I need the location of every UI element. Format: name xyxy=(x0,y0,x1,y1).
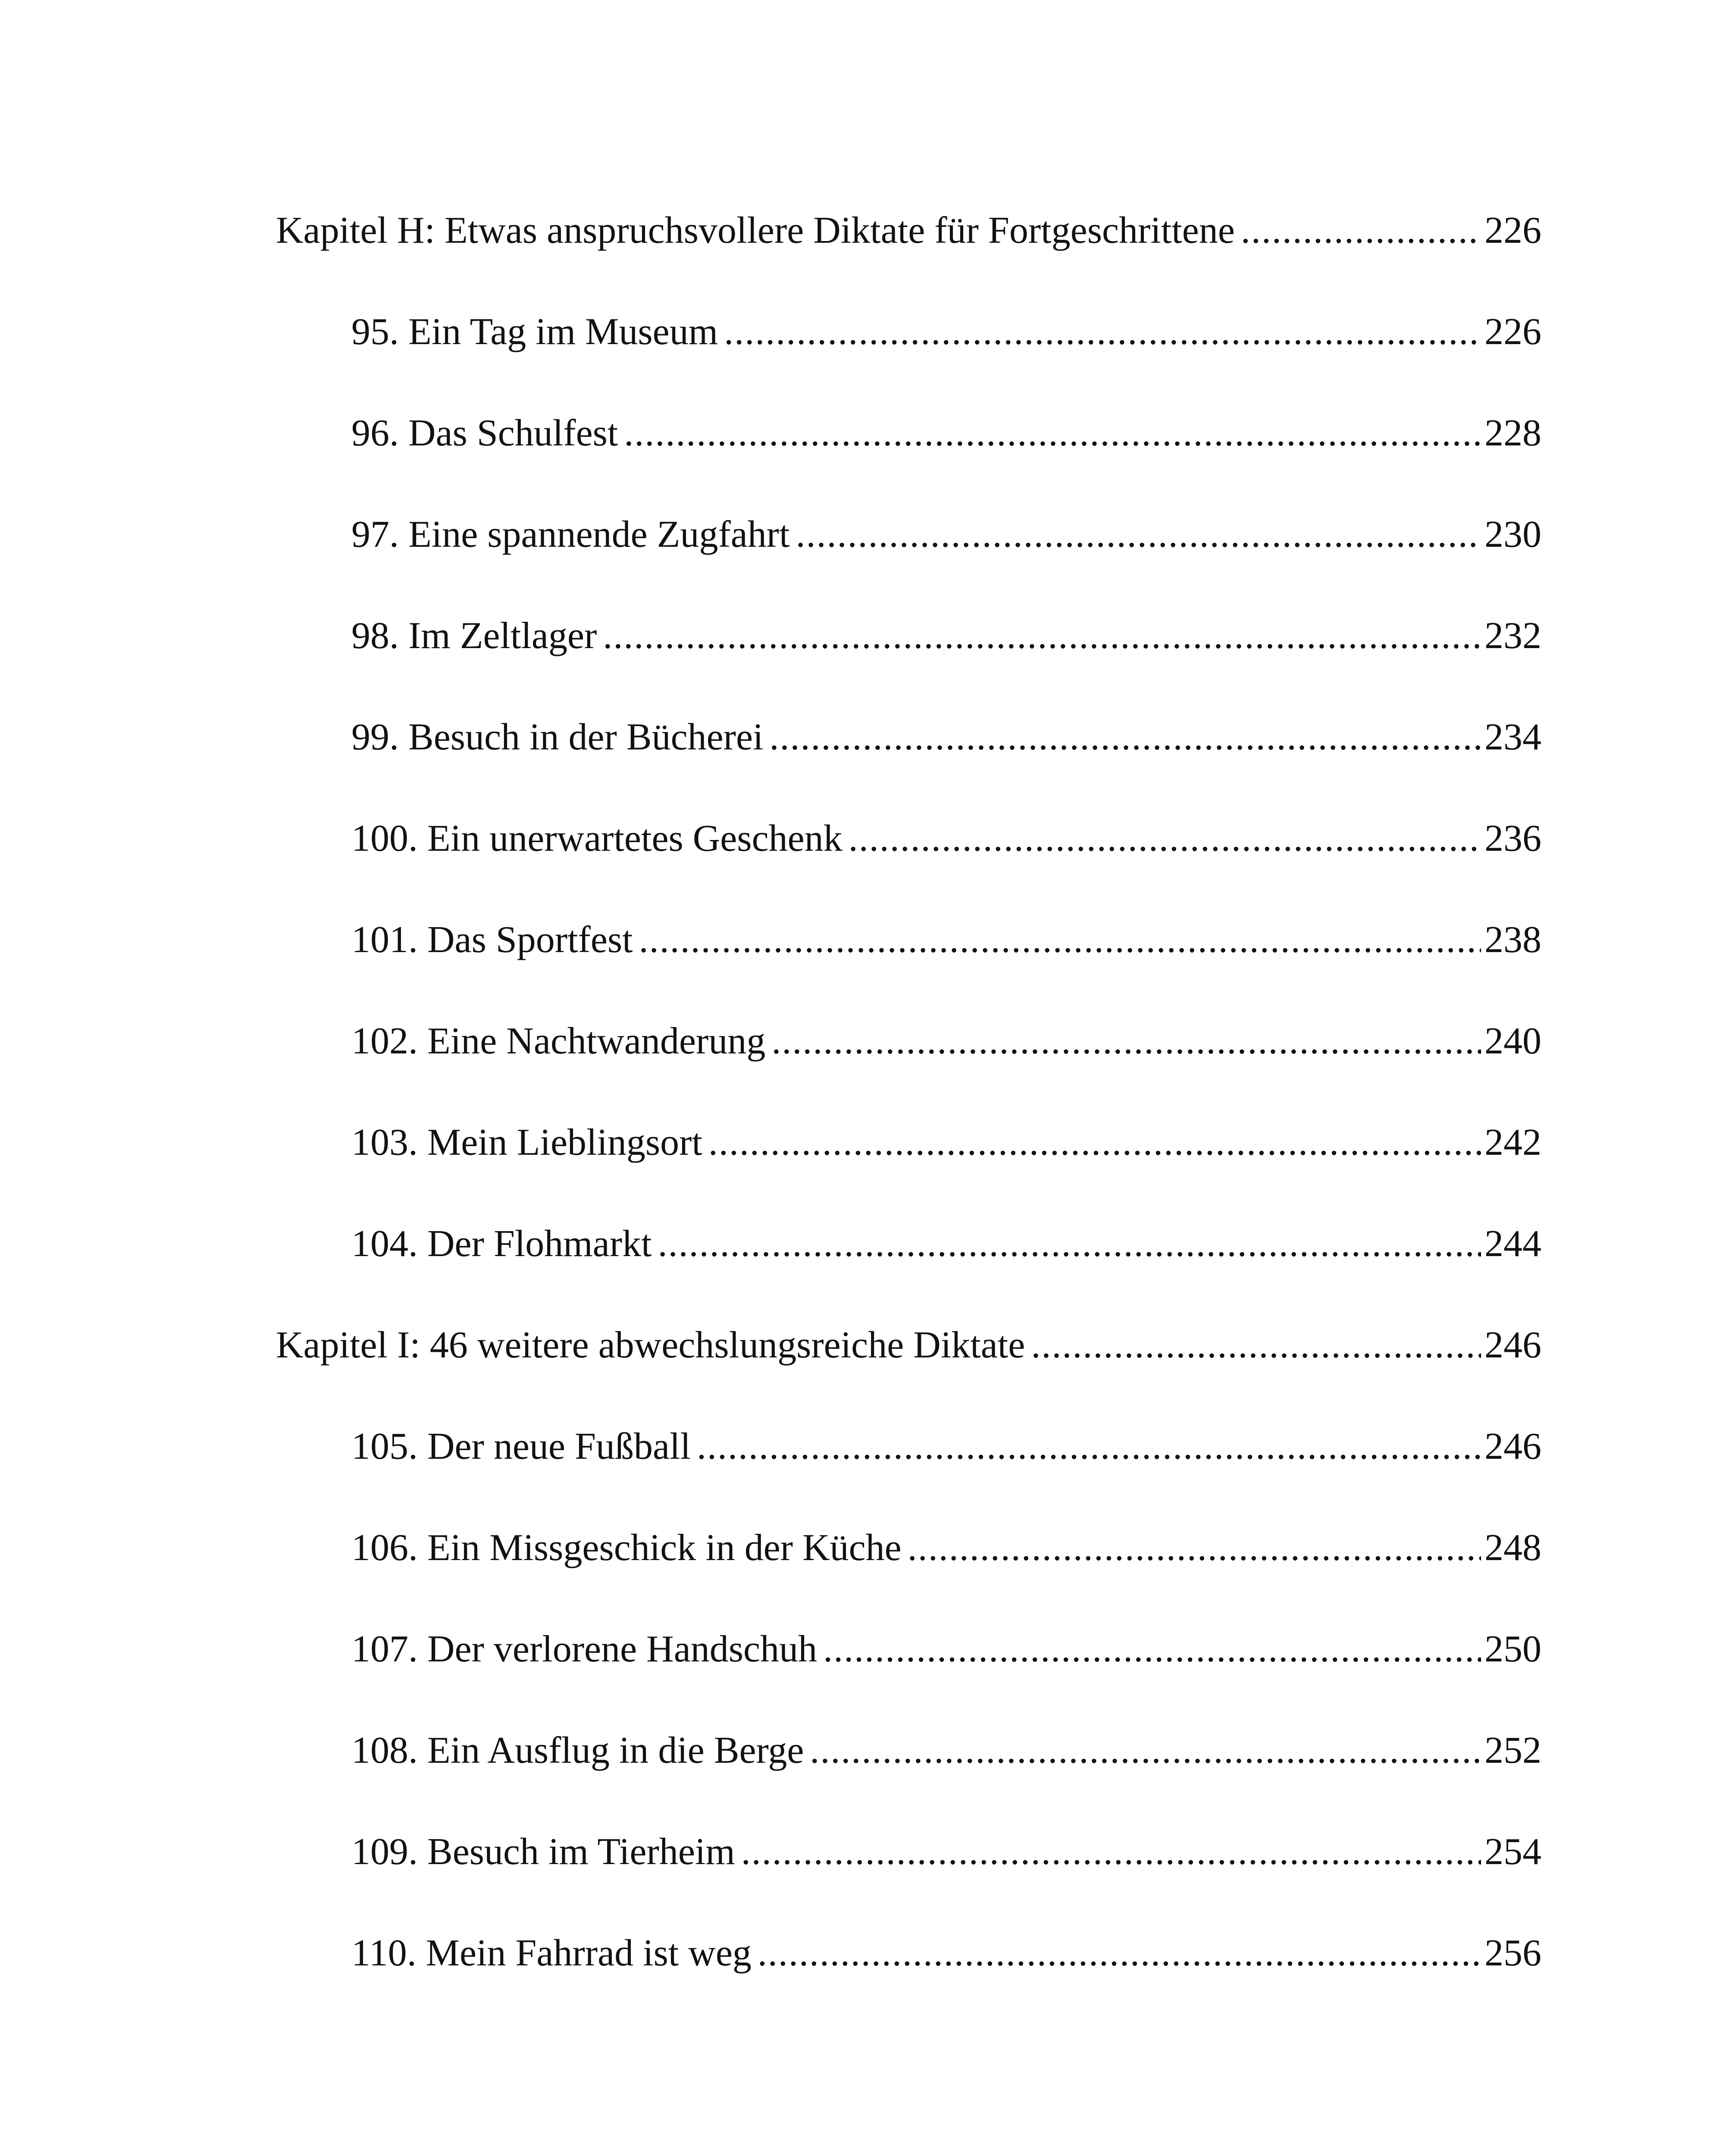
toc-entry-title: 97. Eine spannende Zugfahrt xyxy=(351,514,790,555)
toc-page-number: 232 xyxy=(1485,615,1541,657)
toc-entry-108[interactable] xyxy=(351,1720,1541,1781)
toc-entry-95[interactable] xyxy=(351,302,1541,362)
dot-leader xyxy=(771,1011,1481,1072)
toc-entry-98[interactable] xyxy=(351,606,1541,666)
dot-leader xyxy=(908,1518,1481,1578)
toc-page-number: 240 xyxy=(1485,1020,1541,1062)
toc-entry-104[interactable] xyxy=(351,1214,1541,1274)
toc-entry-title: 110. Mein Fahrrad ist weg xyxy=(351,1932,752,1974)
toc-page-number: 238 xyxy=(1485,919,1541,961)
toc-entry-title: 101. Das Sportfest xyxy=(351,919,633,961)
dot-leader xyxy=(639,910,1481,970)
toc-chapter-i[interactable] xyxy=(276,1315,1541,1376)
dot-leader xyxy=(624,403,1481,464)
dot-leader xyxy=(1241,201,1481,261)
toc-page-number: 246 xyxy=(1485,1426,1541,1467)
toc-page-number: 244 xyxy=(1485,1223,1541,1265)
dot-leader xyxy=(810,1720,1481,1781)
toc-entry-title: 108. Ein Ausflug in die Berge xyxy=(351,1730,804,1771)
toc-page-number: 256 xyxy=(1485,1932,1541,1974)
dot-leader xyxy=(724,302,1481,362)
dot-leader xyxy=(603,606,1481,666)
toc-entry-title: 106. Ein Missgeschick in der Küche xyxy=(351,1527,902,1569)
toc-chapter-h[interactable] xyxy=(276,201,1541,261)
dot-leader xyxy=(741,1822,1481,1882)
dot-leader xyxy=(849,808,1481,869)
toc-page-number: 254 xyxy=(1485,1831,1541,1873)
toc-entry-title: 100. Ein unerwartetes Geschenk xyxy=(351,818,843,859)
toc-entry-97[interactable] xyxy=(351,505,1541,565)
toc-entry-title: 104. Der Flohmarkt xyxy=(351,1223,652,1265)
toc-page-number: 226 xyxy=(1485,210,1541,251)
toc-entry-110[interactable] xyxy=(351,1923,1541,1984)
dot-leader xyxy=(658,1214,1481,1274)
toc-page-number: 228 xyxy=(1485,412,1541,454)
toc-entry-title: 102. Eine Nachtwanderung xyxy=(351,1020,766,1062)
dot-leader xyxy=(758,1923,1481,1984)
dot-leader xyxy=(770,707,1481,768)
toc-page-number: 246 xyxy=(1485,1324,1541,1366)
toc-entry-title: 95. Ein Tag im Museum xyxy=(351,311,718,353)
toc-page-number: 226 xyxy=(1485,311,1541,353)
toc-entry-title: 103. Mein Lieblingsort xyxy=(351,1122,702,1163)
toc-entry-title: Kapitel I: 46 weitere abwechslungsreiche Diktate xyxy=(276,1324,1025,1366)
toc-entry-99[interactable] xyxy=(351,707,1541,768)
toc-entry-96[interactable] xyxy=(351,403,1541,464)
toc-page-number: 252 xyxy=(1485,1730,1541,1771)
toc-entry-101[interactable] xyxy=(351,910,1541,970)
dot-leader xyxy=(1031,1315,1481,1376)
toc-entry-title: 98. Im Zeltlager xyxy=(351,615,597,657)
toc-page-number: 236 xyxy=(1485,818,1541,859)
toc-entry-title: 109. Besuch im Tierheim xyxy=(351,1831,735,1873)
toc-page-number: 248 xyxy=(1485,1527,1541,1569)
dot-leader xyxy=(708,1112,1481,1173)
dot-leader xyxy=(697,1416,1481,1477)
toc-page-number: 250 xyxy=(1485,1628,1541,1670)
toc-page-number: 242 xyxy=(1485,1122,1541,1163)
dot-leader xyxy=(823,1619,1481,1680)
toc-entry-103[interactable] xyxy=(351,1112,1541,1173)
toc-entry-109[interactable] xyxy=(351,1822,1541,1882)
toc-page-number: 234 xyxy=(1485,716,1541,758)
toc-entry-title: 96. Das Schulfest xyxy=(351,412,618,454)
toc-entry-title: 105. Der neue Fußball xyxy=(351,1426,691,1467)
dot-leader xyxy=(796,505,1481,565)
toc-entry-title: 107. Der verlorene Handschuh xyxy=(351,1628,817,1670)
toc-entry-106[interactable] xyxy=(351,1518,1541,1578)
toc-entry-107[interactable] xyxy=(351,1619,1541,1680)
toc-page-number: 230 xyxy=(1485,514,1541,555)
toc-entry-102[interactable] xyxy=(351,1011,1541,1072)
toc-entry-title: Kapitel H: Etwas anspruchsvollere Diktate für Fortgeschrittene xyxy=(276,210,1235,251)
toc-entry-100[interactable] xyxy=(351,808,1541,869)
toc-entry-105[interactable] xyxy=(351,1416,1541,1477)
toc-entry-title: 99. Besuch in der Bücherei xyxy=(351,716,764,758)
